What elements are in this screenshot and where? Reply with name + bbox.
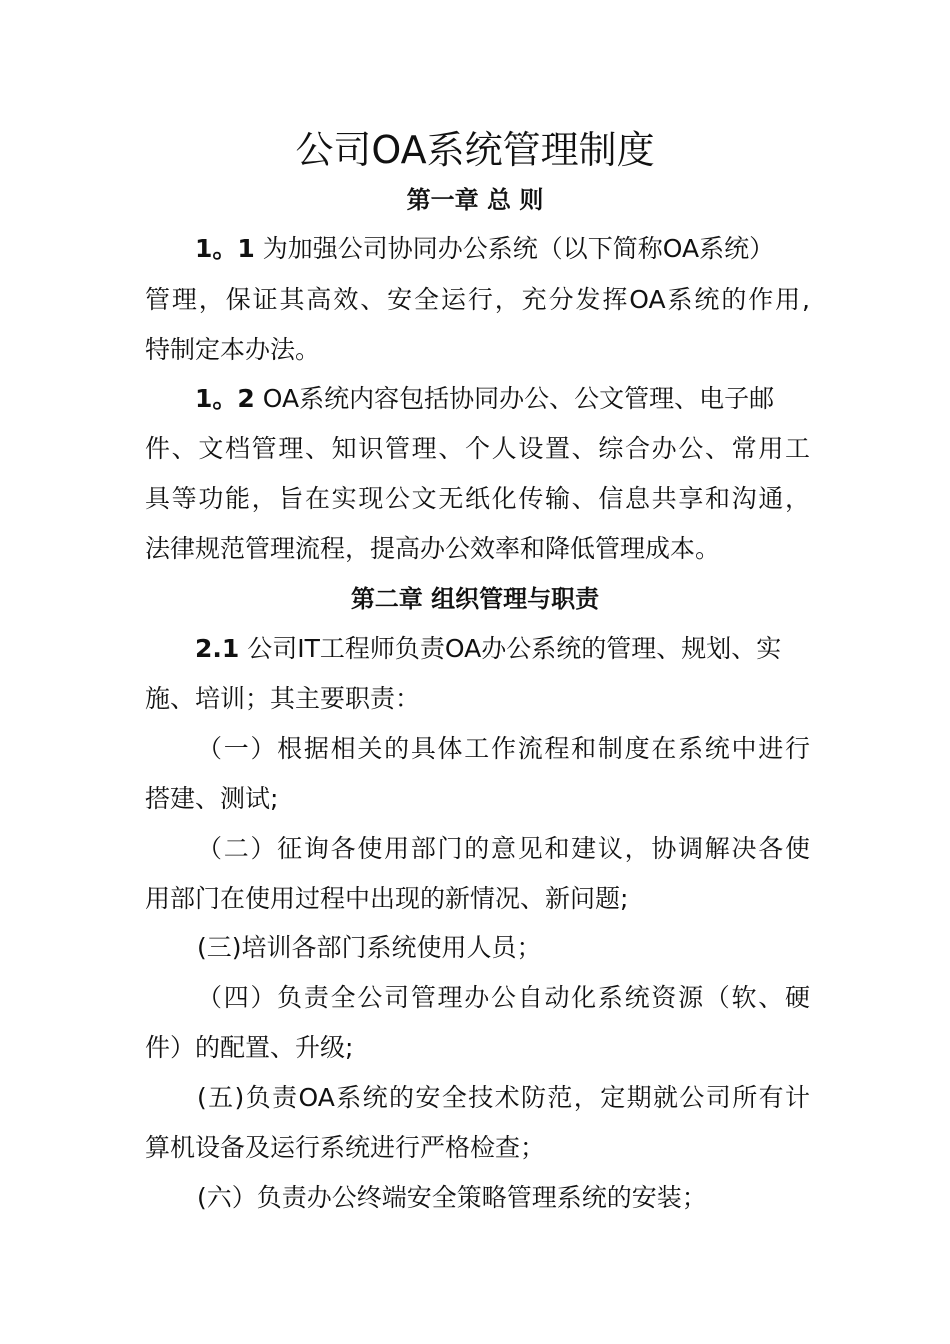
item-1-line-2: 搭建、测试; — [145, 784, 279, 813]
item-3-line-1: (三)培训各部门系统使用人员； — [197, 933, 542, 962]
section-1-2-line-3: 具等功能，旨在实现公文无纸化传输、信息共享和沟通， — [145, 484, 810, 513]
item-4-line-2: 件）的配置、升级; — [145, 1033, 354, 1062]
paragraph-text: OA系统内容包括协同办公、公文管理、电子邮 — [254, 384, 775, 413]
paragraph-text: 为加强公司协同办公系统（以下简称OA系统） — [254, 234, 775, 263]
paragraph-text: 公司IT工程师负责OA办公系统的管理、规划、实 — [239, 634, 782, 663]
item-6-line-1: (六）负责办公终端安全策略管理系统的安装； — [197, 1183, 707, 1212]
section-1-2-line-4: 法律规范管理流程，提高办公效率和降低管理成本。 — [145, 534, 721, 563]
item-5-line-2: 算机设备及运行系统进行严格检查； — [145, 1133, 546, 1162]
item-2-line-2: 用部门在使用过程中出现的新情况、新问题; — [145, 884, 629, 913]
section-2-1-line-1 — [195, 632, 810, 666]
section-1-1-line-2: 管理，保证其高效、安全运行，充分发挥OA系统的作用, — [145, 285, 810, 314]
chapter-2-heading: 第二章 组织管理与职责 — [350, 585, 600, 613]
section-1-1-line-3: 特制定本办法。 — [145, 335, 321, 364]
section-number: 1。1 — [195, 234, 255, 263]
section-1-1-line-1 — [195, 232, 810, 266]
item-4-line-1: （四）负责全公司管理办公自动化系统资源（软、硬 — [197, 983, 810, 1012]
section-2-1-line-2: 施、培训；其主要职责： — [145, 684, 421, 713]
section-number: 2.1 — [195, 634, 240, 663]
section-1-2-line-2: 件、文档管理、知识管理、个人设置、综合办公、常用工 — [145, 434, 810, 463]
item-5-line-1: (五)负责OA系统的安全技术防范，定期就公司所有计 — [197, 1083, 810, 1112]
document-title: 公司OA系统管理制度 — [295, 128, 655, 172]
chapter-1-heading: 第一章 总 则 — [406, 186, 544, 214]
item-2-line-1: （二）征询各使用部门的意见和建议，协调解决各使 — [197, 834, 810, 863]
section-1-2-line-1 — [195, 382, 810, 416]
section-number: 1。2 — [195, 384, 255, 413]
item-1-line-1: （一）根据相关的具体工作流程和制度在系统中进行 — [197, 734, 810, 763]
